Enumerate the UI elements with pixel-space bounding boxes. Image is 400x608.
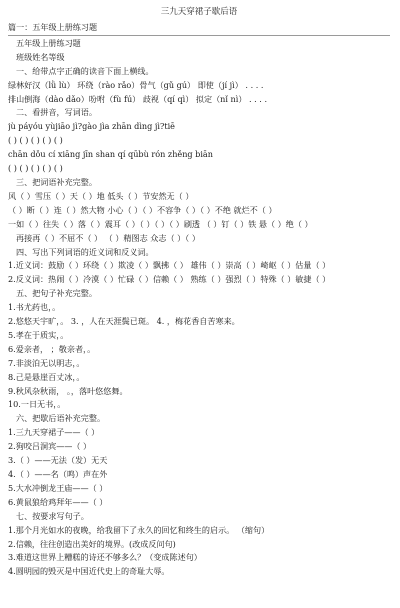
document-title: 三九天穿裙子歇后语 — [160, 7, 238, 17]
section-3-heading: 三、把词语补充完整。 — [16, 176, 97, 187]
sentence-2-4: 2.悠悠天宇旷，。 3. ，人在天涯鬓已斑。 4. ，梅花香自苦寒来。 — [8, 316, 240, 327]
chapter-heading: 篇一：五年级上册练习题 — [8, 22, 98, 32]
sentence-9: 9.秋风杂秋雨， 。，落叶悠悠舞。 — [8, 385, 128, 396]
idiom-row-4: 再接再（ ）不屈不（ ） （ ）精图志 众志（ ）（ ） — [16, 232, 200, 243]
sentence-6: 6.爱亲者， ；敬亲者，。 — [8, 343, 96, 354]
sentence-5: 5.孝在于质实，。 — [8, 329, 69, 340]
class-info-line: 班级姓名等级 — [16, 51, 65, 62]
xiehouyu-6: 6.黄鼠狼给鸡拜年——（ ） — [8, 496, 108, 507]
sentence-8: 8.己是悬崖百丈冰，。 — [8, 371, 85, 382]
sentence-1: 1.书尤药也，。 — [8, 302, 61, 313]
xiehouyu-1: 1.三九天穿裙子——（ ） — [8, 427, 100, 438]
answer-boxes-row-2: ( ) ( ) ( ) ( ) ( ) — [8, 163, 63, 174]
idiom-row-2: （ ）断（ ）连（ ）然大物 小心（ ）（ ）不容争（ ）（ ）不绝 就烂不（ ） — [8, 204, 277, 215]
pinyin-question-2: 排山倒海（dào dǎo）吩咐（fù fú） 歧视（qí qì） 拟定（nǐ nì） . . . . — [8, 93, 268, 104]
idiom-row-3: 一如（ ）往失（ ）落（ ）震耳（ ）（ ）（ ）（ ）刷透 （ ）钉（ ）铁 悬（ ）绝（ ） — [8, 218, 313, 229]
antonym-row: 2.反义词：热闹（ ）冷漠（ ）忙碌（ ）信赖（ ） 熟练（ ）强烈（ ）特殊（ ）敏捷（ ） — [8, 274, 331, 285]
xiehouyu-5: 5.大水冲倒龙王庙——（ ） — [8, 482, 108, 493]
rewrite-1: 1.那个月光如水的夜晚，给我留下了永久的回忆和终生的启示。 （缩句） — [8, 524, 270, 535]
rewrite-4: 4.圆明园的毁灭是中国近代史上的奇耻大辱。 — [8, 566, 170, 577]
idiom-row-1: 风（ ）雪压（ ）天（ ）地 低头（ ）节安然无（ ） — [8, 190, 194, 201]
sentence-10: 10.一日无书，。 — [8, 399, 66, 410]
xiehouyu-3: 3.（ ）——无法（发）无天 — [8, 455, 108, 466]
heading-rule — [8, 35, 390, 36]
sentence-7: 7.非淡泊无以明志，。 — [8, 357, 85, 368]
worksheet-title: 五年级上册练习题 — [16, 37, 81, 48]
section-6-heading: 六、把歇后语补充完整。 — [16, 413, 106, 424]
rewrite-3: 3.难道这世界上糟糕的诗还不够多么？（变成陈述句） — [8, 552, 202, 563]
pinyin-row-1: jù páyóu yùjiāo jì?gào jìa zhān dìng jì?tiē — [8, 121, 175, 132]
section-1-heading: 一、给带点字正确的读音下面上横线。 — [16, 65, 154, 76]
section-2-heading: 二、看拼音，写词语。 — [16, 107, 97, 118]
rewrite-2: 2.信赖，往往创造出美好的境界。(改成反问句) — [8, 538, 176, 549]
pinyin-row-2: chān dǒu cí xiāng jīn shan qí qūbù rón zhěng biān — [8, 149, 213, 160]
section-7-heading: 七、按要求写句子。 — [16, 510, 89, 521]
answer-boxes-row-1: ( ) ( ) ( ) ( ) ( ) — [8, 135, 63, 146]
xiehouyu-2: 2.狗咬吕洞宾——（ ） — [8, 441, 92, 452]
xiehouyu-4: 4.（ ）——名（鸣）声在外 — [8, 469, 108, 479]
section-5-heading: 五、把句子补充完整。 — [16, 288, 97, 299]
pinyin-question-1: 绿林好汉（lǜ lù） 环绕（rào rǎo）骨气（gǔ gú） 即使（jí jì） . . . . — [8, 79, 264, 90]
section-4-heading: 四、写出下列词语的近义词和反义词。 — [16, 246, 154, 257]
synonym-row: 1.近义词：鼓励（ ）环绕（ ）欺凌（ ）飘拂（ ） 雄伟（ ）崇高（ ）崎岖（ ）估量（ ） — [8, 260, 331, 271]
